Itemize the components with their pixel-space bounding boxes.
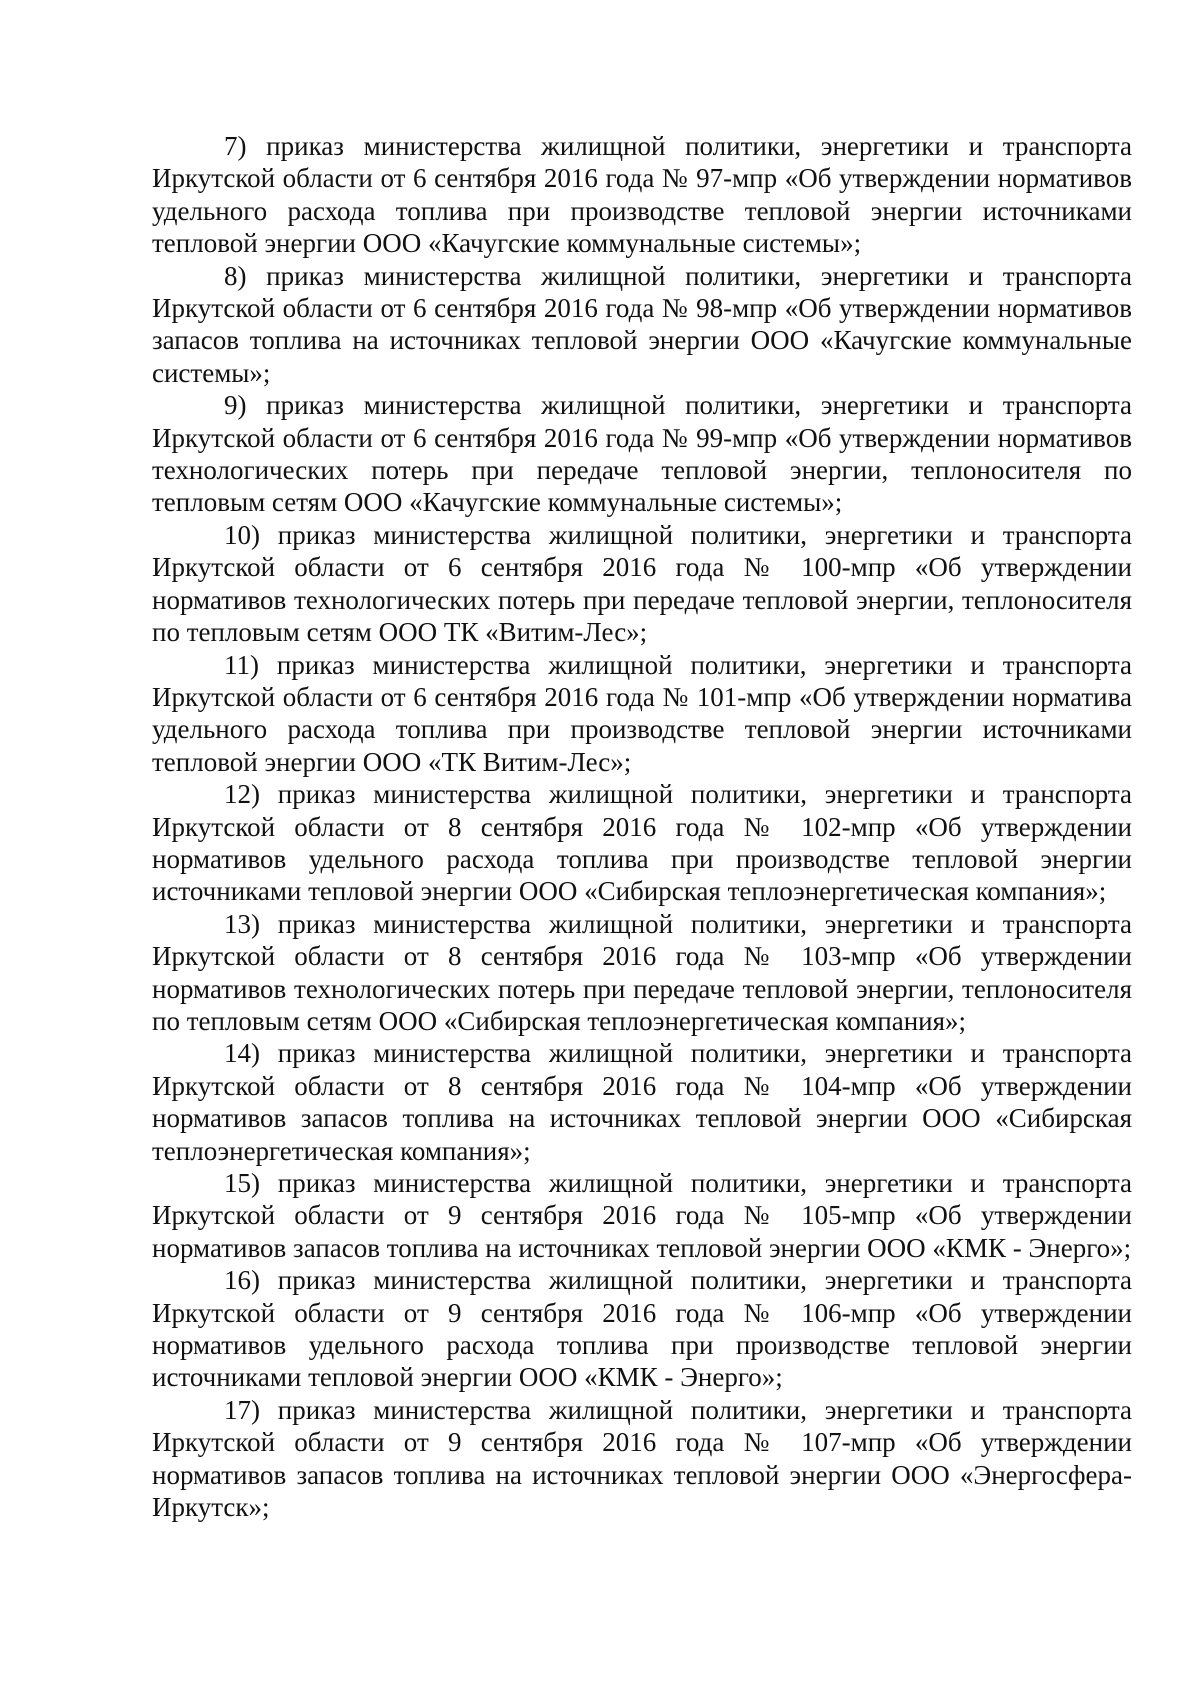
list-item-11: 11) приказ министерства жилищной политики, энергетики и транспорта Иркутской области от 6 сентября 2016 года № 101-мпр «Об утверждении норматива удельного расхода топлива при производстве тепловой энергии источниками тепловой энергии ООО «ТК Витим-Лес»; bbox=[152, 649, 1132, 777]
list-item-14: 14) приказ министерства жилищной политики, энергетики и транспорта Иркутской области от 8 сентября 2016 года № 104-мпр «Об утверждении нормативов запасов топлива на источниках тепловой энергии ООО «Сибирская теплоэнергетическая компания»; bbox=[152, 1038, 1132, 1166]
list-item-12: 12) приказ министерства жилищной политики, энергетики и транспорта Иркутской области от 8 сентября 2016 года № 102-мпр «Об утверждении нормативов удельного расхода топлива при производстве тепловой энергии источниками тепловой энергии ООО «Сибирская теплоэнергетическая компания»; bbox=[152, 779, 1132, 907]
list-item-17: 17) приказ министерства жилищной политики, энергетики и транспорта Иркутской области от 9 сентября 2016 года № 107-мпр «Об утверждении нормативов запасов топлива на источниках тепловой энергии ООО «Энергосфера-Иркутск»; bbox=[152, 1394, 1132, 1523]
list-item-8: 8) приказ министерства жилищной политики, энергетики и транспорта Иркутской области от 6 сентября 2016 года № 98-мпр «Об утверждении нормативов запасов топлива на источниках тепловой энергии ООО «Качугские коммунальные системы»; bbox=[152, 260, 1132, 388]
list-item-10: 10) приказ министерства жилищной политики, энергетики и транспорта Иркутской области от 6 сентября 2016 года № 100-мпр «Об утверждении нормативов технологических потерь при передаче тепловой энергии, теплоносителя по тепловым сетям ООО ТК «Витим-Лес»; bbox=[152, 519, 1132, 648]
list-item-9: 9) приказ министерства жилищной политики, энергетики и транспорта Иркутской области от 6 сентября 2016 года № 99-мпр «Об утверждении нормативов технологических потерь при передаче тепловой энергии, теплоносителя по тепловым сетям ООО «Качугские коммунальные системы»; bbox=[152, 390, 1132, 518]
list-item-16: 16) приказ министерства жилищной политики, энергетики и транспорта Иркутской области от 9 сентября 2016 года № 106-мпр «Об утверждении нормативов удельного расхода топлива при производстве тепловой энергии источниками тепловой энергии ООО «КМК - Энерго»; bbox=[152, 1265, 1132, 1393]
list-item-13: 13) приказ министерства жилищной политики, энергетики и транспорта Иркутской области от 8 сентября 2016 года № 103-мпр «Об утверждении нормативов технологических потерь при передаче тепловой энергии, теплоносителя по тепловым сетям ООО «Сибирская теплоэнергетическая компания»; bbox=[152, 908, 1132, 1036]
list-item-7: 7) приказ министерства жилищной политики, энергетики и транспорта Иркутской области от 6 сентября 2016 года № 97-мпр «Об утверждении нормативов удельного расхода топлива при производстве тепловой энергии источниками тепловой энергии ООО «Качугские коммунальные системы»; bbox=[152, 131, 1132, 259]
list-item-15: 15) приказ министерства жилищной политики, энергетики и транспорта Иркутской области от 9 сентября 2016 года № 105-мпр «Об утверждении нормативов запасов топлива на источниках тепловой энергии ООО «КМК - Энерго»; bbox=[152, 1168, 1132, 1263]
document-body bbox=[152, 130, 1132, 1523]
